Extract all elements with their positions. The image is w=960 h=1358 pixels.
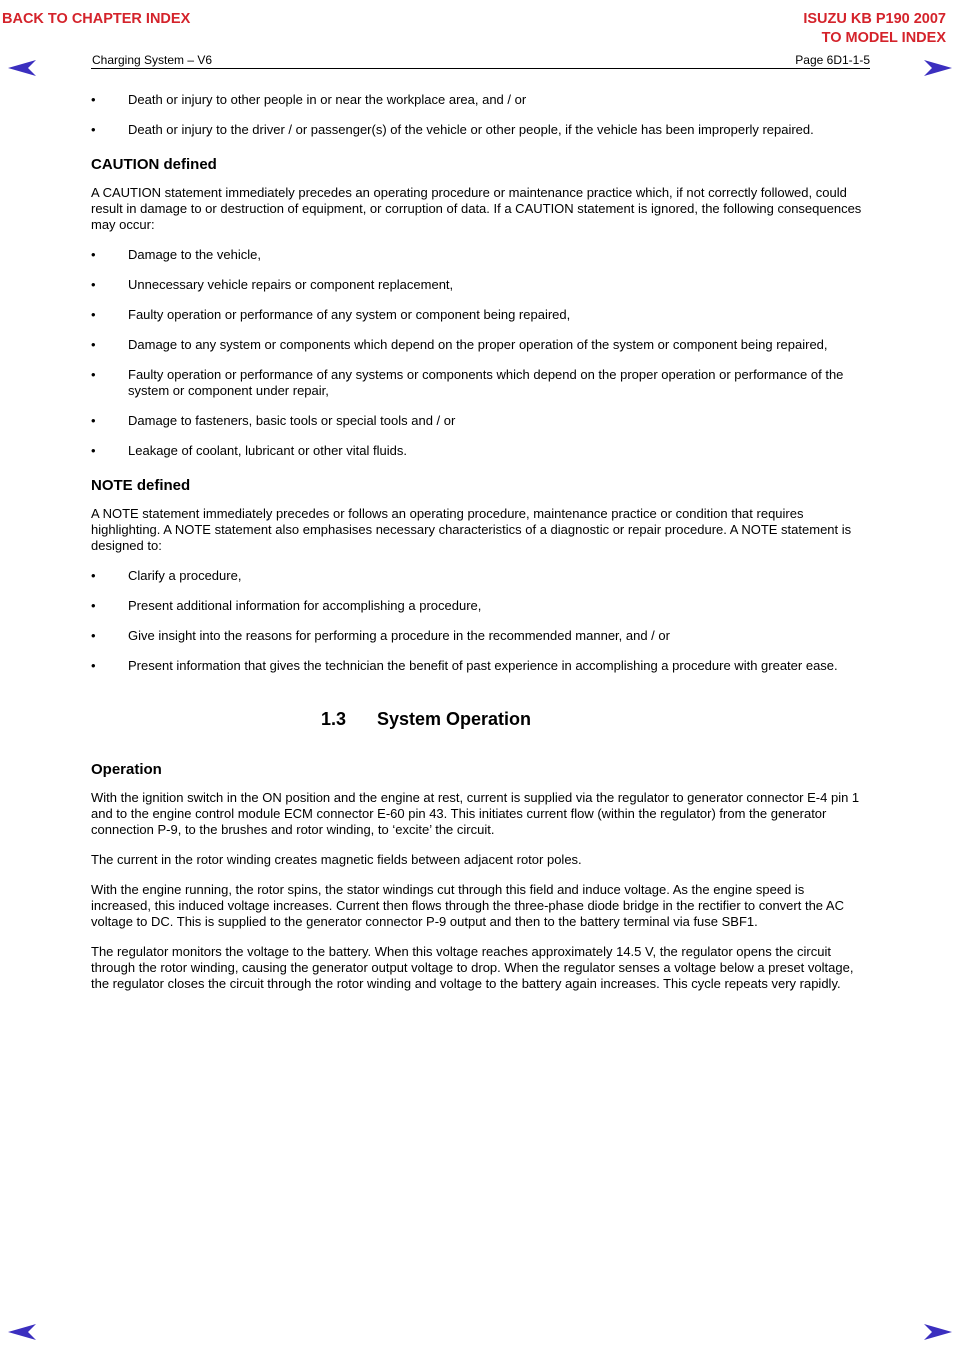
bullet-icon: •	[91, 658, 96, 673]
bullet-icon: •	[91, 628, 96, 643]
list-item	[91, 92, 867, 108]
operation-paragraph: With the engine running, the rotor spins, the stator windings cut through this field and induce voltage. As the engine speed is increased, this induced voltage increases. Current then flows through the three-phase diode bridge in the rectifier to convert the AC voltage to DC. This is supplied to the generator connector P-9 output and then to the battery terminal via fuse SBF1.	[91, 882, 844, 929]
bullet-icon: •	[91, 307, 96, 322]
list-item-text: Damage to any system or components which depend on the proper operation of the system or component being repaired,	[128, 337, 828, 352]
list-item-text: Damage to fasteners, basic tools or special tools and / or	[128, 413, 456, 428]
bullet-icon: •	[91, 247, 96, 262]
list-item-text: Unnecessary vehicle repairs or component replacement,	[128, 277, 454, 292]
list-item	[91, 122, 867, 138]
bullet-icon: •	[91, 277, 96, 292]
bullet-icon: •	[91, 122, 96, 137]
bullet-icon: •	[91, 337, 96, 352]
model-title-link[interactable]: ISUZU KB P190 2007	[803, 11, 946, 27]
list-item	[91, 247, 867, 263]
previous-page-arrow-bottom-icon[interactable]	[6, 1322, 38, 1342]
caution-intro: A CAUTION statement immediately precedes an operating procedure or maintenance practice which, if not correctly followed, could result in damage to or destruction of equipment, or corruption of data. If a CAUTION statement is ignored, the following consequences may occur:	[91, 185, 862, 232]
running-header-page-number: Page 6D1-1-5	[795, 53, 870, 67]
bullet-icon: •	[91, 598, 96, 613]
list-item	[91, 277, 867, 293]
bullet-icon: •	[91, 92, 96, 107]
operation-paragraph: With the ignition switch in the ON position and the engine at rest, current is supplied via the regulator to generator connector E-4 pin 1 and to the engine control module ECM connector E-60 pin 43. This initiates current flow (within the regulator) from the generator connection P-9, to the brushes and rotor winding, to ‘excite’ the circuit.	[91, 790, 860, 837]
section-title: System Operation	[377, 709, 532, 729]
list-item	[91, 598, 867, 614]
caution-heading: CAUTION defined	[91, 156, 217, 173]
bullet-icon: •	[91, 413, 96, 428]
list-item	[91, 307, 867, 323]
section-number: 1.3	[321, 709, 347, 729]
list-item-text: Give insight into the reasons for performing a procedure in the recommended manner, and / or	[128, 628, 670, 643]
back-to-chapter-index-link[interactable]: BACK TO CHAPTER INDEX	[2, 11, 191, 27]
list-item	[91, 337, 867, 353]
previous-page-arrow-icon[interactable]	[6, 58, 38, 78]
list-item	[91, 628, 867, 644]
list-item	[91, 443, 867, 459]
model-index-link[interactable]: TO MODEL INDEX	[821, 30, 946, 46]
bullet-icon: •	[91, 568, 96, 583]
list-item-text: Leakage of coolant, lubricant or other vital fluids.	[128, 443, 407, 458]
next-page-arrow-bottom-icon[interactable]	[922, 1322, 954, 1342]
list-item-text: Present information that gives the technician the benefit of past experience in accomplishing a procedure with greater ease.	[128, 658, 838, 673]
list-item-text: Death or injury to other people in or near the workplace area, and / or	[128, 92, 527, 107]
list-item-text: Clarify a procedure,	[128, 568, 242, 583]
note-heading: NOTE defined	[91, 477, 191, 494]
section-heading	[91, 708, 867, 730]
bullet-icon: •	[91, 443, 96, 458]
operation-paragraph: The current in the rotor winding creates magnetic fields between adjacent rotor poles.	[91, 852, 582, 867]
list-item-text: Faulty operation or performance of any system or component being repaired,	[128, 307, 571, 322]
operation-heading: Operation	[91, 761, 162, 778]
list-item-text: Damage to the vehicle,	[128, 247, 261, 262]
list-item-text: Present additional information for accomplishing a procedure,	[128, 598, 482, 613]
running-header-title: Charging System – V6	[92, 53, 213, 67]
header-divider	[91, 68, 870, 69]
page-content	[91, 92, 867, 1006]
list-item	[91, 367, 867, 399]
list-item	[91, 413, 867, 429]
list-item-text: Death or injury to the driver / or passenger(s) of the vehicle or other people, if the vehicle has been improperly repaired.	[128, 122, 814, 137]
bullet-icon: •	[91, 367, 96, 382]
list-item-text: Faulty operation or performance of any systems or components which depend on the proper operation or performance of the system or component under repair,	[128, 367, 844, 398]
note-intro: A NOTE statement immediately precedes or follows an operating procedure, maintenance practice or condition that requires highlighting. A NOTE statement also emphasises necessary characteristics of a diagnostic or repair procedure. A NOTE statement is designed to:	[91, 506, 852, 553]
list-item	[91, 658, 867, 674]
list-item	[91, 568, 867, 584]
next-page-arrow-icon[interactable]	[922, 58, 954, 78]
operation-paragraph: The regulator monitors the voltage to the battery. When this voltage reaches approximately 14.5 V, the regulator opens the circuit through the rotor winding, causing the generator output voltage to drop. When the regulator senses a voltage below a preset voltage, the regulator closes the circuit through the rotor winding and voltage to the battery again increases. This cycle repeats very rapidly.	[91, 944, 854, 991]
